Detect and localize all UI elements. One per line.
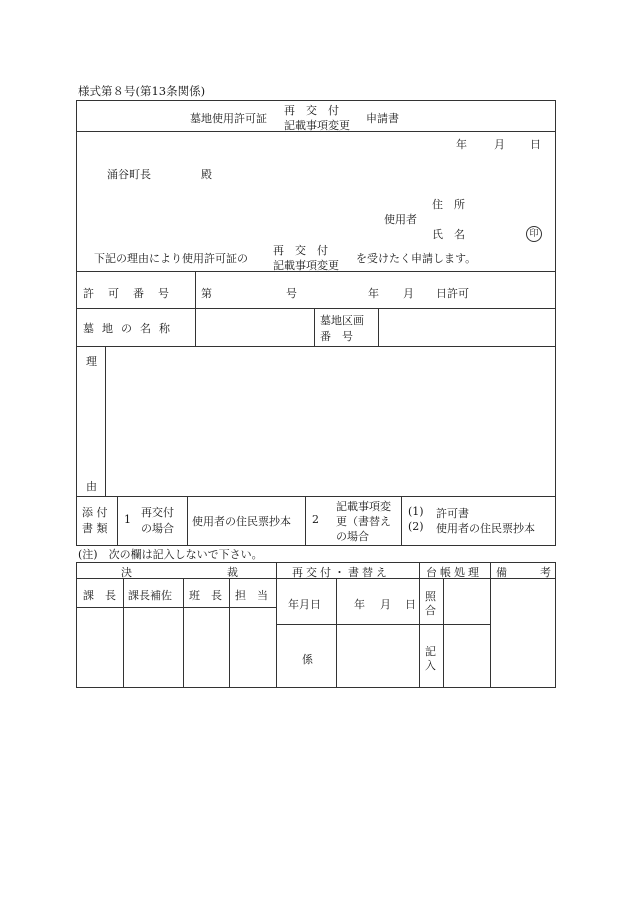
divider (76, 271, 556, 272)
attachments-label-1: 添 付 (82, 506, 108, 519)
case2-doc2: 使用者の住民票抄本 (436, 522, 535, 535)
date-month: 月 (494, 138, 505, 151)
permit-month: 月 (403, 287, 414, 300)
divider (378, 308, 379, 346)
remarks-label-2: 考 (540, 566, 551, 579)
statement-prefix: 下記の理由により使用許可証の (94, 252, 248, 265)
decision-label-1: 決 (121, 566, 132, 579)
entry-label-2: 入 (425, 659, 436, 672)
permit-day: 日許可 (436, 287, 469, 300)
seal-mark: 印 (526, 226, 542, 242)
attachments-label-2: 書 類 (82, 522, 108, 535)
ymd-label: 年月日 (288, 598, 321, 611)
permit-number-label: 許可番号 (83, 287, 183, 300)
header-certificate: 墓地使用許可証 (190, 112, 267, 125)
divider (123, 578, 124, 688)
divider (76, 346, 556, 347)
case2-number: 2 (312, 513, 319, 526)
case1-label-2: の場合 (141, 522, 174, 535)
case1-number: 1 (124, 513, 131, 526)
divider (187, 496, 188, 546)
statement-option-change: 記載事項変更 (273, 259, 339, 272)
addressee-honorific: 殿 (201, 168, 212, 181)
collation-label-2: 合 (425, 604, 436, 617)
case2-doc1-number: (1) (408, 505, 424, 518)
case1-document: 使用者の住民票抄本 (192, 515, 291, 528)
case2-label-3: の場合 (336, 530, 369, 543)
remarks-label-1: 備 (496, 566, 507, 579)
divider (76, 496, 556, 497)
divider (305, 496, 306, 546)
office-use-table (76, 562, 556, 688)
form-number: 様式第８号(第13条関係) (78, 84, 206, 98)
group-leader-label: 班 長 (189, 589, 222, 602)
header-request: 申請書 (366, 112, 399, 125)
cemetery-name-label: 墓地の名称 (83, 322, 178, 335)
permit-year: 年 (368, 287, 379, 300)
divider (183, 578, 184, 688)
statement-suffix: を受けたく申請します。 (356, 252, 477, 265)
case2-label-1: 記載事項変 (336, 500, 391, 513)
entry-label-1: 記 (425, 645, 436, 658)
divider (229, 578, 230, 688)
permit-dai: 第 (201, 287, 212, 300)
divider (76, 308, 556, 309)
applicant-label: 使用者 (384, 213, 417, 226)
collation-label-1: 照 (425, 590, 436, 603)
deputy-chief-label: 課長補佐 (128, 589, 172, 602)
case2-doc1: 許可書 (436, 507, 469, 520)
case2-label-2: 更（書替え (336, 515, 391, 528)
permit-go: 号 (286, 287, 297, 300)
clerk-label: 係 (302, 653, 313, 666)
divider (443, 578, 444, 688)
divider (76, 607, 276, 608)
header-option-change: 記載事項変更 (284, 119, 350, 132)
divider (276, 624, 490, 625)
office-year: 年 (354, 598, 365, 611)
divider (490, 562, 491, 688)
date-day: 日 (530, 138, 541, 151)
chief-label: 課 長 (83, 589, 116, 602)
ledger-label: 台帳処理 (426, 566, 482, 579)
office-month: 月 (380, 598, 391, 611)
statement-option-reissue: 再 交 付 (273, 244, 328, 257)
reissue-rewrite-label: 再交付・書替え (292, 566, 390, 579)
header-option-reissue: 再 交 付 (284, 104, 339, 117)
note: (注) 次の欄は記入しないで下さい。 (78, 548, 263, 561)
divider (276, 562, 277, 688)
divider (401, 496, 402, 546)
reason-top: 理 (86, 355, 97, 368)
divider (105, 346, 106, 496)
office-day: 日 (405, 598, 416, 611)
reason-bottom: 由 (86, 480, 97, 493)
case1-label-1: 再交付 (141, 506, 174, 519)
divider (314, 308, 315, 346)
staff-label: 担 当 (235, 589, 268, 602)
section-label-1: 墓地区画 (320, 314, 364, 327)
divider (419, 562, 420, 688)
divider (117, 496, 118, 546)
decision-label-2: 裁 (227, 566, 238, 579)
section-label-2: 番 号 (320, 330, 353, 343)
address-label: 住 所 (432, 198, 465, 211)
divider (336, 578, 337, 688)
name-label: 氏 名 (432, 228, 465, 241)
date-year: 年 (456, 138, 467, 151)
addressee-name: 涌谷町長 (107, 168, 151, 181)
case2-doc2-number: (2) (408, 520, 424, 533)
